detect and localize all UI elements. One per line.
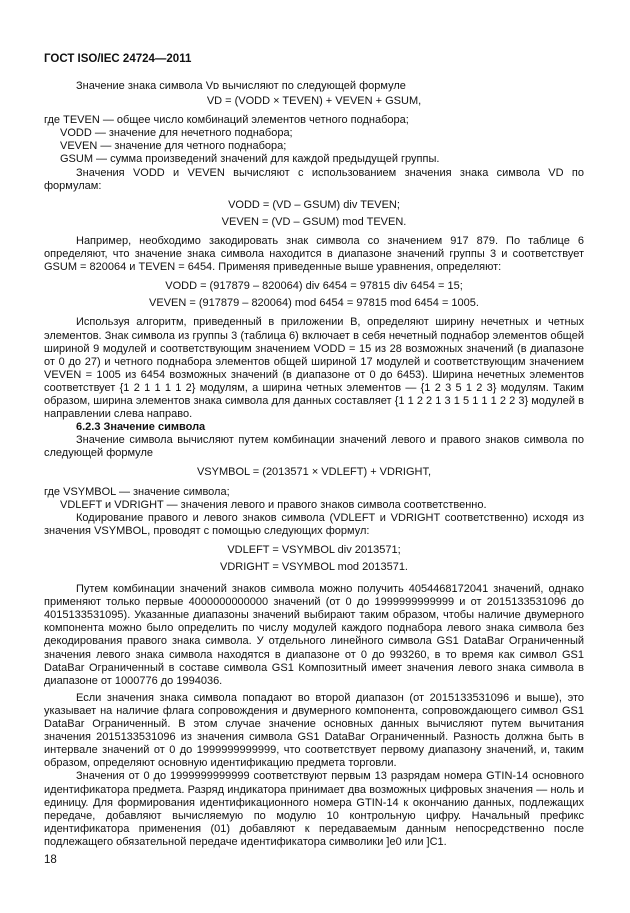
range-paragraph: Путем комбинации значений знаков символа можно получить 4054468172041 значений, однако применяют только первые 4000000000000 значений (от 0 до 1999999999999 и от 2015133531096 до 4015133531095). Указанные диапазоны значений выбирают таким образом, чтобы наличие двумерного компонента можно было определить по числу модулей каждого поднабора левого знака символа без декодирования правого знака символа. У отдельного линейного символа GS1 DataBar Ограниченный значения левого знака символа находятся в диапазоне от 0 до 993260, в то время как символ GS1 DataBar Ограниченный в составе символа GS1 Композитный имеет значения левого знака символа в диапазоне от 1000776 до 1994036.: [44, 583, 584, 687]
definition-g-sum: GSUM — сумма произведений значений для каждой предыдущей группы.: [60, 153, 440, 166]
formula-v-dleft: VDLEFT = VSYMBOL div 2013571;: [227, 543, 401, 556]
page-number: 18: [44, 854, 57, 866]
gtin-paragraph: Значения от 0 до 1999999999999 соответствуют первым 13 разрядам номера GTIN-14 основного идентификатора предмета. Разряд индикатора принимает два возможных цифровых значения — ноль и единицу. Для формирования идентификационного номера GTIN-14 к окончанию данных, подлежащих передаче, добавляют вычисляемую по модулю 10 контрольную цифру. Начальный префикс идентификатора применения (01) добавляют к передаваемым данным непосредственно после подлежащего обязательной передаче идентификатора символики ]e0 или ]C1.: [44, 770, 584, 848]
definition-left-right: VDLEFT и VDRIGHT — значения левого и правого знаков символа соответственно.: [60, 498, 487, 511]
intro-paragraph: Значение знака символа Vᴅ вычисляют по следующей формуле: [76, 80, 406, 92]
definition-v-odd: VODD — значение для нечетного поднабора;: [60, 127, 293, 140]
example-paragraph: Например, необходимо закодировать знак символа со значением 917 879. По таблице 6 определяют, что значение знака символа находится в диапазоне значений группы 3 и соответствует GSUM = 820064 и TEVEN = 6454. Применяя приведенные выше уравнения, определяют:: [44, 234, 584, 274]
formula-v-dright: VDRIGHT = VSYMBOL mod 2013571.: [219, 561, 408, 573]
example-formula-odd: VODD = (917879 – 820064) div 6454 = 97815 div 6454 = 15;: [165, 280, 463, 293]
example-formula-even: VEVEN = (917879 – 820064) mod 6454 = 97815 mod 6454 = 1005.: [149, 297, 479, 310]
formula-vd: VD = (VODD × TEVEN) + VEVEN + GSUM,: [206, 95, 422, 108]
definition-v-even: VEVEN — значение для четного поднабора;: [60, 140, 287, 153]
document-header: ГОСТ ISO/IEC 24724—2011: [44, 53, 192, 65]
formula-v-symbol: VSYMBOL = (2013571 × VDLEFT) + VDRIGHT,: [196, 466, 432, 479]
section-heading: 6.2.3 Значение символа: [76, 421, 206, 434]
symbol-value-paragraph: Значение символа вычисляют путем комбинации значений левого и правого знаков символа по следующей формуле: [44, 434, 584, 460]
algorithm-paragraph: Используя алгоритм, приведенный в приложении В, определяют ширину нечетных и четных элементов. Знак символа из группы 3 (таблица 6) включает в себя нечетный поднабор элементов общей шириной 9 модулей и соответствующим значением VODD = 15 из 28 возможных значений (в диапазоне от 0 до 27) и четного поднабора элементов общей шириной 17 модулей и соответствующим значением VEVEN = 1005 из 6454 возможных значений (в диапазоне от 0 до 6453). Ширина нечетных элементов соответствует {1 2 1 1 1 1 2} модулям, а ширина четных элементов — {1 2 3 5 1 2 3} модулям. Таким образом, ширина элементов знака символа для данных составляет {1 1 2 2 1 3 1 5 1 1 1 2 2 3} модулей в направлении слева направо.: [44, 316, 584, 421]
encoding-paragraph: Кодирование правого и левого знаков символа (VDLEFT и VDRIGHT соответственно) исходя из значения VSYMBOL, проводят с помощью следующих формул:: [44, 511, 584, 537]
definition-v-symbol: где VSYMBOL — значение символа;: [44, 485, 230, 498]
formula-v-even: VEVEN = (VD – GSUM) mod TEVEN.: [221, 215, 407, 228]
page-body: [44, 80, 584, 849]
formula-v-odd: VODD = (VD – GSUM) div TEVEN;: [228, 198, 400, 211]
definition-t-even: где TEVEN — общее число комбинаций элементов четного поднабора;: [44, 114, 409, 127]
second-range-paragraph: Если значения знака символа попадают во второй диапазон (от 2015133531096 и выше), это указывает на наличие флага сопровождения и двумерного компонента, сопровождающего символ GS1 DataBar Ограниченный. В этом случае значение основных данных вычисляют путем вычитания значения 2015133531096 из значения символа GS1 DataBar Ограниченный. Разность должна быть в интервале значений от 0 до 1999999999999, что соответствует первому диапазону значений, и, таким образом, определяют основную идентификацию предмета торговли.: [44, 691, 584, 770]
values-paragraph: Значения VODD и VEVEN вычисляют с использованием значения знака символа VD по формулам:: [44, 166, 584, 192]
